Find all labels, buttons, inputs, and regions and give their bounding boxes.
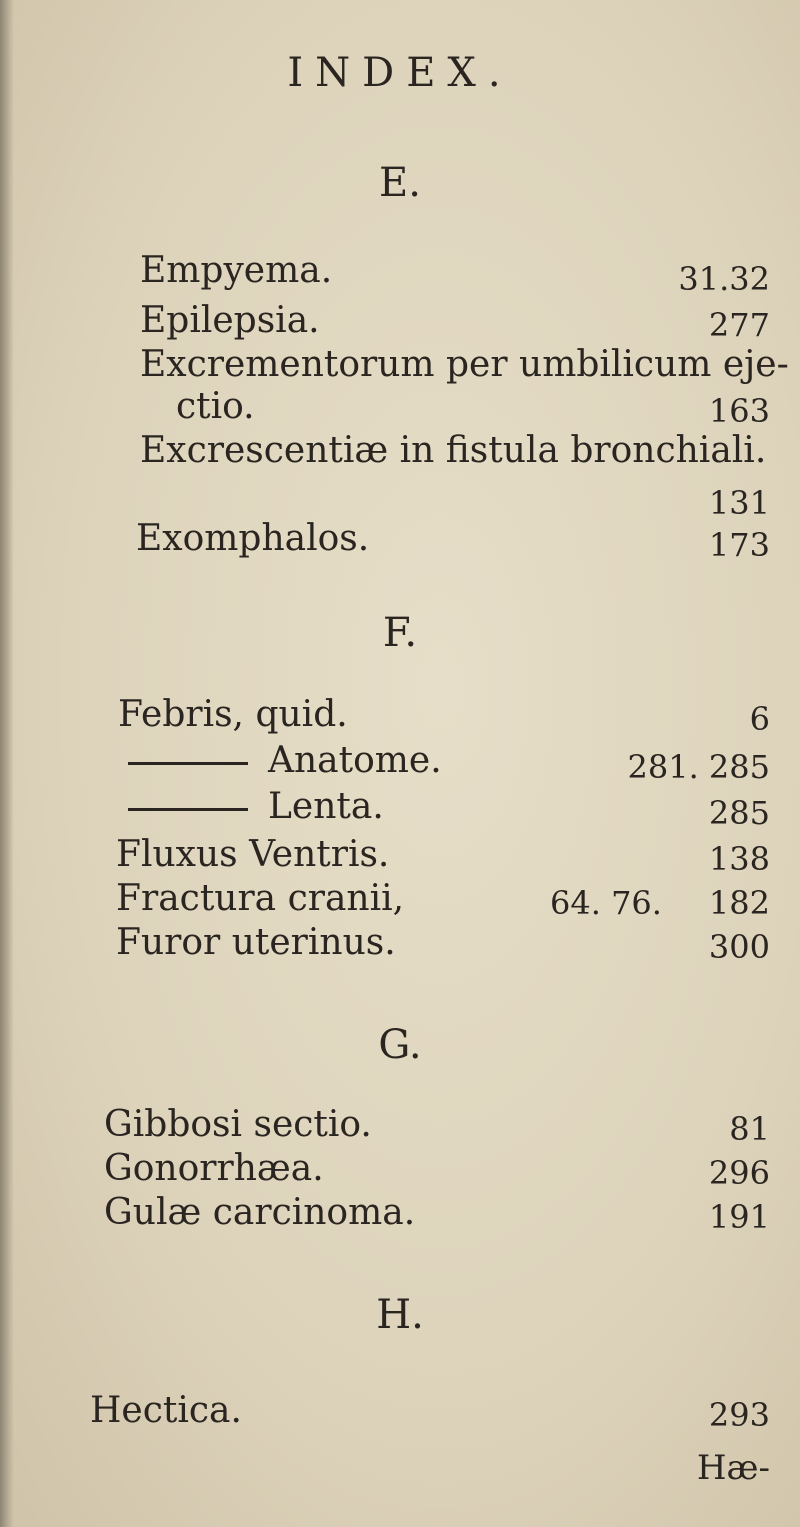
index-entry-continuation: ctio. <box>176 386 255 427</box>
index-entry: Epilepsia. <box>140 300 320 341</box>
catchword: Hæ- <box>696 1448 770 1488</box>
index-entry: Gibbosi sectio. <box>104 1104 372 1145</box>
page-ref: 191 <box>708 1198 770 1236</box>
page-ref: 173 <box>708 526 770 564</box>
index-entry: Hectica. <box>90 1390 242 1431</box>
ditto-dash <box>128 808 248 811</box>
index-entry: Excrementorum per umbilicum eje- <box>140 344 789 385</box>
index-entry: Gulæ carcinoma. <box>104 1192 416 1233</box>
index-entry: Fractura cranii, <box>116 878 405 919</box>
page-ref: 300 <box>708 928 770 966</box>
page-ref: 296 <box>708 1154 770 1192</box>
index-entry: Empyema. <box>140 250 333 291</box>
page-ref: 293 <box>708 1396 770 1434</box>
index-entry: Fluxus Ventris. <box>116 834 390 875</box>
page-ref: 281. 285 <box>627 748 770 786</box>
page-ref: 138 <box>708 840 770 878</box>
page-title: INDEX. <box>287 50 513 96</box>
section-heading-f: F. <box>382 610 418 656</box>
page-ref: 81 <box>729 1110 770 1148</box>
page-ref: 182 <box>708 884 770 922</box>
index-entry-subitem <box>128 786 384 827</box>
index-entry-subitem <box>128 740 442 781</box>
section-heading-e: E. <box>379 160 421 206</box>
page-ref: 31.32 <box>678 260 770 298</box>
section-heading-h: H. <box>376 1292 424 1338</box>
index-entry: Febris, quid. <box>118 694 348 735</box>
page-ref: 285 <box>708 794 770 832</box>
section-heading-g: G. <box>378 1022 422 1068</box>
page-ref: 131 <box>708 484 770 522</box>
index-entry: Exomphalos. <box>136 518 370 559</box>
page-ref: 64. 76. <box>550 884 662 922</box>
ditto-dash <box>128 762 248 765</box>
index-entry: Excrescentiæ in fistula bronchiali. <box>140 430 767 471</box>
index-entry: Furor uterinus. <box>116 922 396 963</box>
index-entry-label: Lenta. <box>268 786 384 827</box>
page-ref: 163 <box>708 392 770 430</box>
index-entry-label: Anatome. <box>268 740 442 781</box>
page-ref: 6 <box>749 700 770 738</box>
index-entry: Gonorrhæa. <box>104 1148 324 1189</box>
page-ref: 277 <box>708 306 770 344</box>
